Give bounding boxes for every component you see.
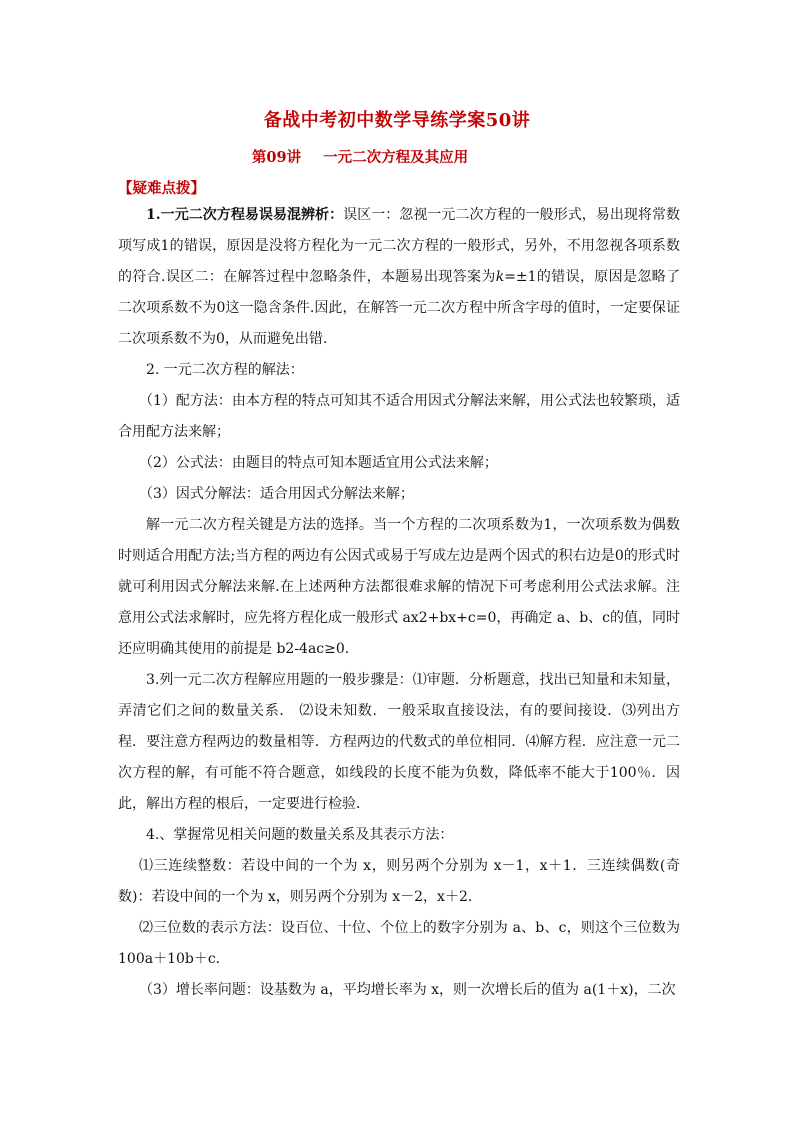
- document-title: 备战中考初中数学导练学案50讲: [263, 110, 531, 131]
- lesson-topic: 一元二次方程及其应用: [323, 149, 469, 166]
- paragraph-11: （3）增长率问题：设基数为 a，平均增长率为 x，则一次增长后的值为 a(1＋x)，二次: [139, 982, 676, 998]
- paragraph-10: ⑵三位数的表示方法：设百位、十位、个位上的数字分别为 a、b、c，则这个三位数为 100a＋10b＋c．: [118, 920, 680, 967]
- paragraph-1: [118, 200, 680, 355]
- lesson-subtitle: [0, 146, 720, 167]
- paragraph-1-heading: 1.一元二次方程易误易混辨析：: [146, 207, 344, 223]
- paragraph-6: 解一元二次方程关键是方法的选择。当一个方程的二次项系数为1，一次项系数为偶数时则适合用配方法;当方程的两边有公因式或易于写成左边是两个因式的积右边是0的形式时就可利用因式分解法来解.在上述两种方法都很难求解的情况下可考虑利用公式法求解。注意用公式法求解时，应先将方程化成一般形式 ax2+bx+c=0，再确定 a、b、c的值，同时还应明确其使用的前提是 b2-4ac≥0.: [118, 517, 680, 657]
- paragraph-7: 3.列一元二次方程解应用题的一般步骤是：⑴审题．分析题意，找出已知量和未知量，弄清它们之间的数量关系． ⑵设未知数．一般采取直接设法，有的要间接设．⑶列出方程．要注意方程两边的数量相等．方程两边的代数式的单位相同．⑷解方程．应注意一元二次方程的解，有可能不符合题意，如线段的长度不能为负数，降低率不能大于100％．因此，解出方程的根后，一定要进行检验．: [118, 672, 680, 812]
- paragraph-1-text-b: =±1的错误，原因是忽略了二次项系数不为0这一隐含条件.因此，在解答一元二次方程中所含字母的值时，一定要保证二次项系数不为0，从而避免出错.: [118, 269, 680, 347]
- paragraph-4: （2）公式法：由题目的特点可知本题适宜用公式法来解；: [139, 455, 498, 471]
- paragraph-5: （3）因式分解法：适合用因式分解法来解；: [139, 486, 414, 502]
- paragraph-3: （1）配方法：由本方程的特点可知其不适合用因式分解法来解，用公式法也较繁琐，适合用配方法来解；: [118, 393, 680, 440]
- variable-k: k: [495, 269, 505, 285]
- lesson-number: 第09讲: [251, 149, 302, 166]
- section-heading: 【疑难点拨】: [118, 180, 205, 197]
- document-body: [118, 200, 680, 1006]
- paragraph-9: ⑴三连续整数：若设中间的一个为 x，则另两个分别为 x－1，x＋1．三连续偶数(奇数)：若设中间的一个为 x，则另两个分别为 x－2，x＋2．: [118, 858, 680, 905]
- paragraph-2: 2. 一元二次方程的解法：: [146, 362, 304, 378]
- paragraph-8: 4.、掌握常见相关问题的数量关系及其表示方法：: [146, 827, 454, 843]
- paragraph-1-text-a: 误区一：忽视一元二次方程的一般形式，易出现将常数项写成1的错误，原因是没将方程化为一元二次方程的一般形式，另外，不用忽视各项系数的符合.误区二：在解答过程中忽略条件，本题易出现答案为: [118, 207, 680, 285]
